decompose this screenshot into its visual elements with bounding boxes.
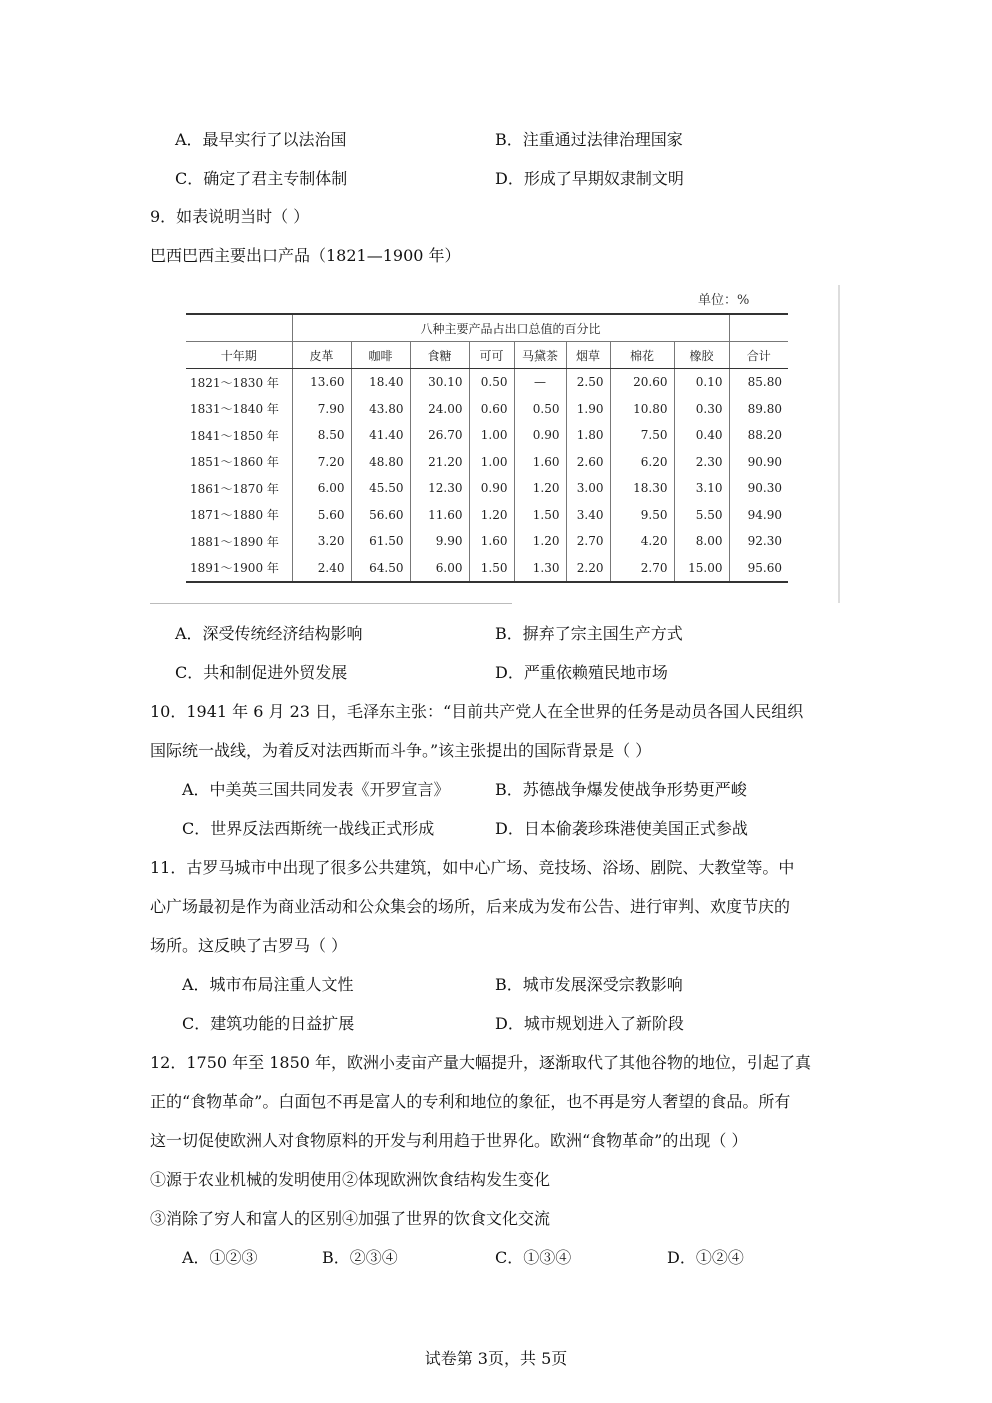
cell-value: 26.70 [410, 422, 469, 449]
cell-period: 1841～1850 年 [190, 428, 279, 443]
cell-value: 3.10 [674, 475, 729, 502]
col-header: 皮革 [292, 342, 351, 369]
cell-total: 95.60 [729, 555, 788, 583]
cell-value: 1.20 [514, 528, 566, 555]
cell-value: 48.80 [351, 449, 410, 476]
cell-value: 9.50 [610, 502, 674, 529]
table-row [186, 422, 788, 449]
cell-value: 0.90 [514, 422, 566, 449]
q12-option-c: C．①③④ [495, 1248, 572, 1267]
q11-option-d: D．城市规划进入了新阶段 [495, 1014, 684, 1033]
cell-value: 0.50 [514, 396, 566, 423]
q9-option-b: B．摒弃了宗主国生产方式 [495, 624, 683, 643]
cell-value: 30.10 [410, 369, 469, 396]
cell-value: 0.40 [674, 422, 729, 449]
cell-value: 18.30 [610, 475, 674, 502]
cell-period: 1861～1870 年 [190, 481, 279, 496]
cell-total: 90.30 [729, 475, 788, 502]
table-row [186, 449, 788, 476]
cell-value: 5.60 [292, 502, 351, 529]
table-row [186, 396, 788, 423]
cell-value: 2.60 [566, 449, 610, 476]
cell-value: 1.50 [469, 555, 514, 583]
cell-period: 1821～1830 年 [190, 375, 279, 390]
q9-option-c: C．共和制促进外贸发展 [175, 663, 348, 682]
cell-value: 1.00 [469, 422, 514, 449]
cell-value: 5.50 [674, 502, 729, 529]
cell-value: 7.20 [292, 449, 351, 476]
q12-statement-line1: ①源于农业机械的发明使用②体现欧洲饮食结构发生变化 [150, 1170, 551, 1189]
col-header: 烟草 [566, 342, 610, 369]
cell-value: 24.00 [410, 396, 469, 423]
cell-value: 3.40 [566, 502, 610, 529]
q12-stem-line3: 这一切促使欧洲人对食物原料的开发与利用趋于世界化。欧洲“食物革命”的出现（ ） [150, 1131, 748, 1150]
q12-option-d: D．①②④ [667, 1248, 744, 1267]
cell-period: 1871～1880 年 [190, 508, 279, 523]
col-header: 可可 [469, 342, 514, 369]
cell-value: 61.50 [351, 528, 410, 555]
table-unit: 单位：% [698, 293, 750, 308]
cell-value: 45.50 [351, 475, 410, 502]
export-table-figure [150, 285, 844, 605]
cell-value: 6.00 [410, 555, 469, 583]
cell-value: 6.20 [610, 449, 674, 476]
cell-value: 0.50 [469, 369, 514, 396]
q10-option-a: A．中美英三国共同发表《开罗宣言》 [182, 780, 450, 799]
cell-value: 20.60 [610, 369, 674, 396]
export-table [186, 313, 788, 583]
cell-value: 7.50 [610, 422, 674, 449]
cell-value: 0.30 [674, 396, 729, 423]
table-row [186, 475, 788, 502]
cell-value: 1.80 [566, 422, 610, 449]
col-total: 合计 [729, 342, 788, 369]
cell-period: 1881～1890 年 [190, 534, 279, 549]
cell-value: 2.70 [610, 555, 674, 583]
col-header: 棉花 [610, 342, 674, 369]
cell-value: 10.80 [610, 396, 674, 423]
q11-stem-line1: 11．古罗马城市中出现了很多公共建筑，如中心广场、竞技场、浴场、剧院、大教堂等。中 [150, 858, 795, 877]
col-header: 食糖 [410, 342, 469, 369]
table-header-row-1 [186, 314, 788, 342]
cell-value: 8.00 [674, 528, 729, 555]
cell-value: 1.20 [514, 475, 566, 502]
cell-value: 7.90 [292, 396, 351, 423]
cell-value: 3.00 [566, 475, 610, 502]
q11-stem-line2: 心广场最初是作为商业活动和公众集会的场所，后来成为发布公告、进行审判、欢度节庆的 [150, 897, 791, 916]
cell-period: 1851～1860 年 [190, 455, 279, 470]
cell-value: 12.30 [410, 475, 469, 502]
group-header: 八种主要产品占出口总值的百分比 [292, 314, 729, 342]
cell-value: 9.90 [410, 528, 469, 555]
q10-stem-line1: 10．1941 年 6 月 23 日，毛泽东主张：“目前共产党人在全世界的任务是动员各国人民组织 [150, 702, 804, 721]
cell-value: 56.60 [351, 502, 410, 529]
table-header-row-2 [186, 342, 788, 369]
q12-option-b: B．②③④ [322, 1248, 398, 1267]
cell-value: 8.50 [292, 422, 351, 449]
table-row [186, 528, 788, 555]
cell-value: — [514, 369, 566, 396]
q8-option-b: B．注重通过法律治理国家 [495, 130, 683, 149]
cell-value: 6.00 [292, 475, 351, 502]
cell-total: 88.20 [729, 422, 788, 449]
cell-value: 1.90 [566, 396, 610, 423]
cell-value: 2.40 [292, 555, 351, 583]
cell-value: 1.20 [469, 502, 514, 529]
q9-table-title: 巴西巴西主要出口产品（1821—1900 年） [150, 246, 461, 265]
cell-value: 1.60 [514, 449, 566, 476]
page-footer: 试卷第 3页，共 5页 [424, 1349, 568, 1368]
table-row [186, 555, 788, 583]
cell-value: 2.30 [674, 449, 729, 476]
cell-value: 2.20 [566, 555, 610, 583]
cell-value: 18.40 [351, 369, 410, 396]
cell-period: 1891～1900 年 [186, 555, 292, 583]
cell-total: 92.30 [729, 528, 788, 555]
q11-option-c: C．建筑功能的日益扩展 [182, 1014, 355, 1033]
q10-option-b: B．苏德战争爆发使战争形势更严峻 [495, 780, 747, 799]
cell-value: 13.60 [292, 369, 351, 396]
cell-value: 1.00 [469, 449, 514, 476]
figure-bottom-edge [150, 603, 512, 604]
q12-stem-line2: 正的“食物革命”。白面包不再是富人的专利和地位的象征，也不再是穷人奢望的食品。所有 [150, 1092, 791, 1111]
table-row [186, 502, 788, 529]
q8-option-d: D．形成了早期奴隶制文明 [495, 169, 684, 188]
cell-value: 0.10 [674, 369, 729, 396]
q12-stem-line1: 12．1750 年至 1850 年，欧洲小麦亩产量大幅提升，逐渐取代了其他谷物的地位，引起了真 [150, 1053, 812, 1072]
table-row [186, 369, 788, 396]
col-header: 咖啡 [351, 342, 410, 369]
cell-total: 89.80 [729, 396, 788, 423]
col-period: 十年期 [186, 342, 292, 369]
cell-value: 11.60 [410, 502, 469, 529]
header-blank [186, 314, 292, 342]
cell-value: 21.20 [410, 449, 469, 476]
cell-value: 1.30 [514, 555, 566, 583]
cell-value: 64.50 [351, 555, 410, 583]
cell-period: 1831～1840 年 [190, 402, 279, 417]
q8-option-a: A．最早实行了以法治国 [175, 130, 347, 149]
q8-option-c: C．确定了君主专制体制 [175, 169, 348, 188]
cell-value: 43.80 [351, 396, 410, 423]
col-header: 马黛茶 [514, 342, 566, 369]
q9-option-a: A．深受传统经济结构影响 [175, 624, 363, 643]
q12-statement-line2: ③消除了穷人和富人的区别④加强了世界的饮食文化交流 [150, 1209, 551, 1228]
q11-option-a: A．城市布局注重人文性 [182, 975, 354, 994]
cell-value: 2.50 [566, 369, 610, 396]
q10-option-c: C．世界反法西斯统一战线正式形成 [182, 819, 435, 838]
header-blank-right [729, 314, 788, 342]
cell-total: 94.90 [729, 502, 788, 529]
cell-value: 3.20 [292, 528, 351, 555]
figure-border [838, 285, 840, 603]
cell-total: 90.90 [729, 449, 788, 476]
q12-option-a: A．①②③ [182, 1248, 258, 1267]
q11-option-b: B．城市发展深受宗教影响 [495, 975, 683, 994]
cell-value: 4.20 [610, 528, 674, 555]
cell-value: 0.60 [469, 396, 514, 423]
cell-value: 15.00 [674, 555, 729, 583]
q9-option-d: D．严重依赖殖民地市场 [495, 663, 668, 682]
col-header: 橡胶 [674, 342, 729, 369]
cell-value: 1.50 [514, 502, 566, 529]
q11-stem-line3: 场所。这反映了古罗马（ ） [150, 936, 348, 955]
cell-value: 1.60 [469, 528, 514, 555]
cell-value: 0.90 [469, 475, 514, 502]
cell-value: 2.70 [566, 528, 610, 555]
cell-total: 85.80 [729, 369, 788, 396]
q9-stem: 9．如表说明当时（ ） [150, 207, 310, 226]
q10-option-d: D．日本偷袭珍珠港使美国正式参战 [495, 819, 748, 838]
q10-stem-line2: 国际统一战线，为着反对法西斯而斗争。”该主张提出的国际背景是（ ） [150, 741, 652, 760]
cell-value: 41.40 [351, 422, 410, 449]
